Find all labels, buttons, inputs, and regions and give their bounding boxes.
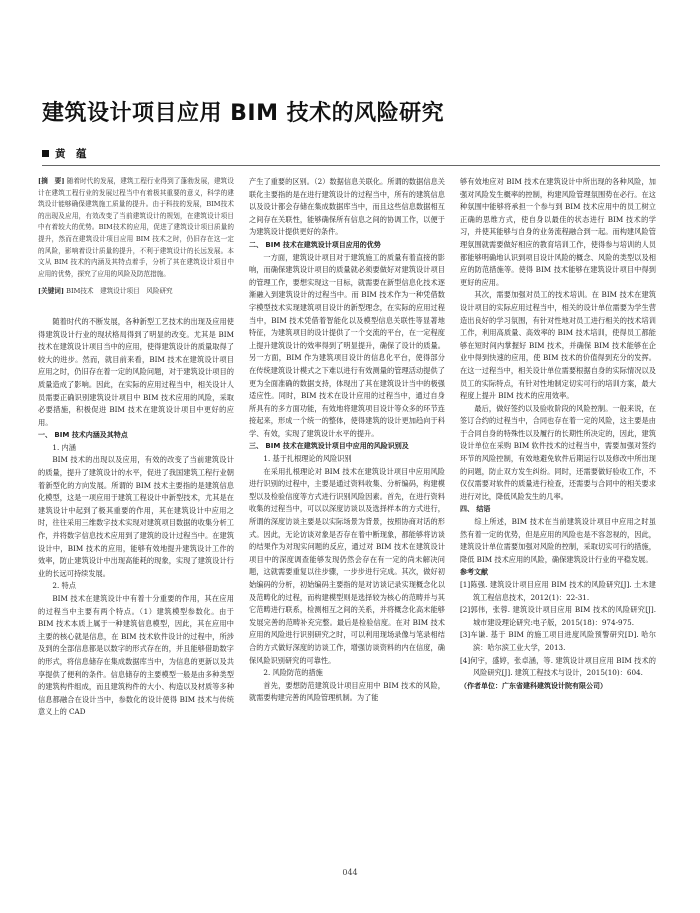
paragraph-training: 其次，需要加强对员工的技术培训。在 BIM 技术在建筑设计项目的实际应用过程当中，相关的设计单位需要为学生营造出良好的学习氛围，有针对性地对员工进行相关的技术培训工作，利用高质量、高效率的 BIM 技术培训，使得员工都能够在短时间内掌握好 BIM 技术，并确保 BIM 技术能够在企业中得到快速的应用，使 BIM 技术的价值得到充分的发挥。在这一过程当中，相关设计单位需要根据自身的实际情况以及员工的实际特点，有针对性地制定切实可行的培训方案，最大程度上提升 BIM 技术的应用效率。 [460,290,656,401]
author-affiliation: （作者单位：广东省建科建筑设计院有限公司） [460,681,607,690]
paragraph-conclusion: 综上所述，BIM 技术在当前建筑设计项目中应用之时虽然有着一定的优势，但是应用的风险也是不容忽视的，因此，建筑设计单位需要加强对风险的控制，采取切实可行的措施，降低 BIM 技术应用的风险，确保建筑设计行业的平稳发展。 [460,517,656,564]
subsection-heading-1-1: 1. 内涵 [52,442,76,452]
section-heading-3: 三、 BIM 技术在建筑设计项目中应用的风险识别及 [249,442,409,451]
abstract-text: 随着时代的发展，建筑工程行业得到了蓬勃发展，建筑设计在建筑工程行业的发展过程当中有着极其重要的意义，科学的建筑设计能够确保建筑施工质量的提升。由于科技的发展，BIM技术的出现及应用，有效改变了当前建筑设计的规划，在建筑设计项目中有着较大的优势。BIM技术的应用，促进了建筑设计项目质量的提升，然而在建筑设计项目应用 BIM 技术之时，仍旧存在这一定的风险，影响着设计质量的提升，不利于建筑设计的长远发展。本文从 BIM 技术的内涵及其特点着手，分析了其在建筑设计项目中应用的优势，探究了应用的风险及防范措施。 [38,177,234,278]
keywords-text: BIM技术 建筑设计项目 风险研究 [66,287,173,296]
keywords-label: [关键词] [38,287,65,296]
column-2 [249,176,445,705]
header-divider [42,165,660,166]
author-line [42,146,87,161]
keywords [38,286,234,298]
article-title: 建筑设计项目应用 BIM 技术的风险研究 [42,101,445,126]
reference-item: [4]何宇，盛婷，张卓涵，等. 建筑设计项目应用 BIM 技术的风险研究[J]. 建筑工程技术与设计，2015(10)：604. [460,655,656,678]
reference-item: [3]车谦. 基于 BIM 的施工项目进度风险预警研究[D]. 哈尔滨：哈尔滨工业大学，2013. [460,630,656,652]
references-heading: 参考文献 [460,568,488,577]
reference-item: [1]陈强. 建筑设计项目应用 BIM 技术的风险研究[J]. 土木建筑工程信息技术，2012(1)：22-31. [460,580,656,602]
subsection-heading-1-2: 2. 特点 [52,581,76,591]
column-1 [38,176,234,719]
paragraph-continued: 产生了重要的区别。（2）数据信息关联化。所谓的数据信息关联化主要指的是在进行建筑设计的过程当中，所有的建筑信息以及设计都会存储在集成数据库当中，而且这些信息数据相互之间存在关联性，能够确保所有信息之间的协调工作，以便于为建筑设计提供更好的条件。 [249,177,445,237]
paragraph-connotation: BIM 技术的出现以及应用，有效的改变了当前建筑设计的质量，提升了建筑设计的水平，促进了我国建筑工程行业朝着新型化的方向发展。所谓的 BIM 技术主要指的是建筑信息化模型，这是一项应用于建筑工程设计中新型技术，尤其是在建筑设计中起到了极其重要的作用，其在建筑设计中应用之时，往往采用三维数字技术实现对建筑项目数据的收集分析工作，并将数字信息技术应用到了建筑的设计过程当中。在建筑设计中，BIM 技术的应用，能够有效地提升建筑设计工作的效率，防止建筑设计中出现高能耗的现象，实现了建筑设计行业的长远可持续发展。 [38,455,234,578]
paragraph-advantages: 一方面，建筑设计项目对于建筑施工的质量有着直接的影响，而确保建筑设计项目的质量就必须要做好对建筑设计项目的管理工作，要想实现这一目标，就需要在新型信息化技术逐渐融入到建筑设计的过程当中。而 BIM 技术作为一种凭借数字模型技术实现建筑项目设计的新型理念，在实际的应用过程当中，BIM 技术凭借着智能化以及模型信息关联性等显著地特征，为建筑项目的设计提供了一个交流的平台，在一定程度上提升建筑设计的效率得到了明显提升，确保了设计的质量。另一方面，BIM 作为建筑项目设计的信息化平台，使得部分在传统建筑设计模式之下难以进行有效测量的管理活动提供了更为全面准确的数据支持，体现出了其在建筑设计当中的极强适应性。同时，BIM 技术在设计应用的过程当中，通过自身所具有的多方面功能，有效地将建筑项目设计等众多的环节连接起来，形成一个统一的整体，使得建筑的设计更加趋向于科学、有效，实现了建筑设计水平的提升。 [249,252,445,438]
column-3 [460,176,656,692]
keywords-block [38,286,234,298]
abstract-label: [摘 要] [38,177,65,185]
paragraph-features: BIM 技术在建筑设计中有着十分重要的作用，其在应用的过程当中主要有两个特点。（1）建筑模型参数化。由于 BIM 技术本质上属于一种建筑信息模型，因此，其在应用中主要的核心就是信息，在 BIM 技术软件设计的过程中，所涉及到的全部信息都是以数字的形式存在的，并且能够借助数字的形式，将信息储存在集成数据库当中，为信息的更新以及共享提供了便利的条件。信息储存的主要模型一般是由多种类型的建筑构件组成，而且建筑构件的大小、构造以及材质等多种信息都融合在设计当中，参数化的设计使得 BIM 技术与传统意义上的 CAD [38,594,234,717]
subsection-heading-3-2: 2. 风险防范的措施 [263,668,323,678]
intro-paragraph: 随着时代的不断发展，各种新型工艺技术的出现及应用使得建筑设计行业的现状格局得到了明显的改变。尤其是 BIM 技术在建筑设计项目当中的应用，使得建筑设计的质量取得了较大的进步。然而，就目前来看，BIM 技术在建筑设计项目应用之时，仍旧存在着一定的风险问题，对于建筑设计项目的质量造成了影响。因此，在实际的应用过程当中，相关设计人员需要正确识别建筑设计项目中 BIM 技术应用的风险，采取必要措施，积极促进 BIM 技术在建筑设计项目中更好的应用。 [38,316,234,427]
author-name: 黄 蕴 [55,148,87,160]
section-heading-2: 二、 BIM 技术在建筑设计项目应用的优势 [249,240,381,249]
square-bullet-icon [42,150,49,157]
reference-item: [2]郭伟，张蓉. 建筑设计项目应用 BIM 技术的风险研究[J]. 城市建设理论研究:电子版，2015(18)：974-975. [460,605,656,627]
paragraph-risk-identification: 在采用扎根理论对 BIM 技术在建筑设计项目中应用风险进行识别的过程中，主要是通过资料收集、分析编码，构建模型以及检验信度等方式进行识别风险因素。首先，在进行资料收集的过程当中，可以以深度访谈以及选择样本的方式进行，所谓的深度访谈主要是以实际场景为背景，按照协商对话的形式。因此，无论访谈对象是否存在着中断现象，都能够将访谈的结果作为对现实问题的反应，通过对 BIM 技术在建筑设计项目中的深度调查能够发现仍然会存在有一定的尚未解决问题，这就需要重复以往步骤，一步步进行完成。其次，做好初始编码的分析，初始编码主要指的是对访谈记录实现概念化以及范畴化的过程，而构建模型则是选择较为核心的范畴并与其它范畴进行联系，检测相互之间的关系，并将概念化高末能够发展完善的范畴补充完整。最后是检验信度。在对 BIM 技术应用的风险进行识别研究之时，可以利用现场录像与笔录相结合的方式做好深度的访谈工作，增强访谈资料的内在信度，确保风险识别研究的可靠性。 [249,466,445,665]
paragraph-contract: 最后，做好签约以及验收阶段的风险控制。一般来说，在签订合约的过程当中，合同也存在着一定的风险，这主要是由于合同自身的特殊性以及履行的长期性所决定的，因此，建筑设计单位在采购 BIM 软件技术的过程当中，需要加强对签约环节的风险控制，有效地避免软件后期运行以及修改中所出现的问题，防止双方发生纠纷。同时，还需要做好验收工作，不仅仅需要对软件的质量进行检查，还需要与合同中的相关要求进行对比，降低风险发生的几率。 [460,403,656,501]
paragraph-risk-prevention: 首先，要想防范建筑设计项目应用中 BIM 技术的风险，就需要构建完善的风险管理机制。为了能 [249,680,445,703]
paragraph-continued-2: 够有效地应对 BIM 技术在建筑设计中所出现的各种风险，加强对风险发生概率的控制，构建风险管理氛围势在必行。在这种氛围中能够将承担一个参与到 BIM 技术应用中的员工树立正确的思维方式，使自身以最佳的状态进行 BIM 技术的学习，并使其能够与自身的业务流程融合到一起。而构建风险管理氛围就需要做好相应的教育培训工作，使得参与培训的人员都能够明确地认识到项目设计风险的概念、风险的类型以及相应的防范措施等。使得 BIM 技术能够在建筑设计项目中得到更好的应用。 [460,177,656,287]
abstract [38,176,234,280]
subsection-heading-3-1: 1. 基于扎根理论的风险识别 [263,454,352,464]
references-list [460,579,656,680]
page-number: 044 [342,868,358,877]
section-heading-1: 一、 BIM 技术内涵及其特点 [38,431,128,440]
section-heading-4: 四、 结语 [460,505,491,514]
abstract-block [38,176,234,280]
